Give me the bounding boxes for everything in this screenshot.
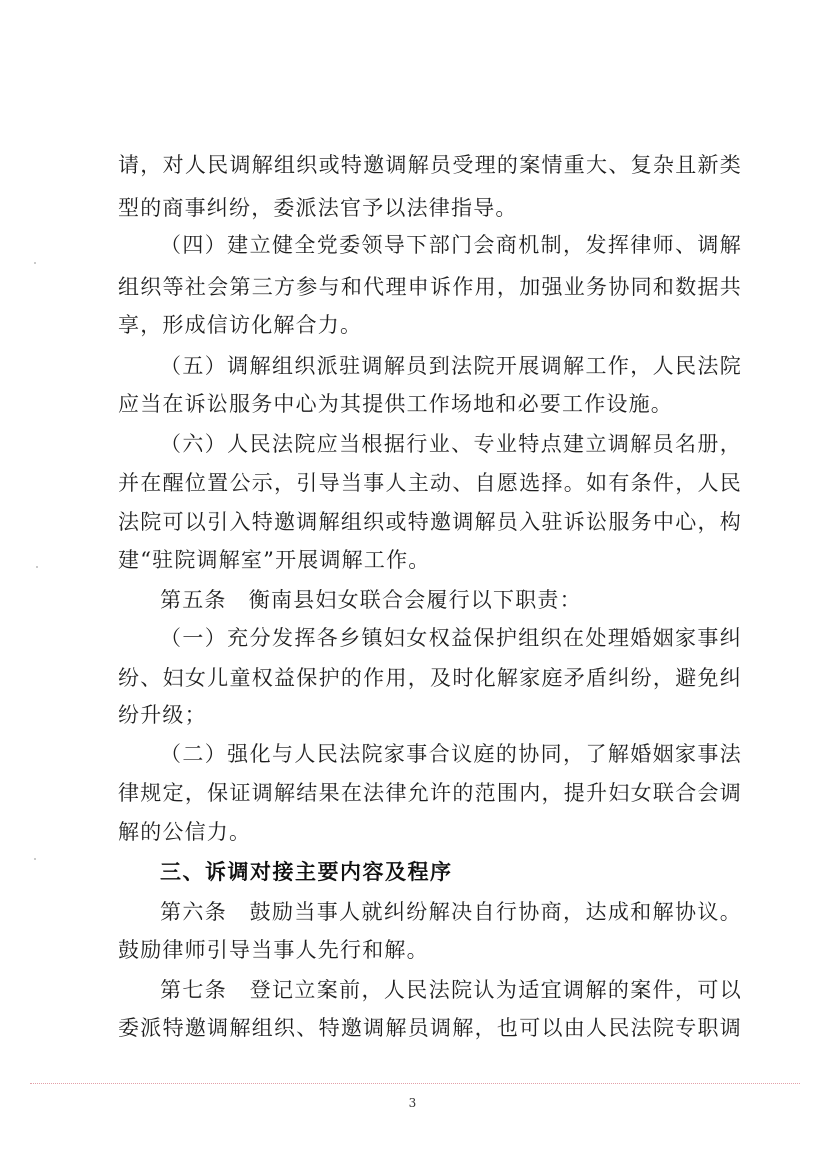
section-heading: 三、诉调对接主要内容及程序 — [160, 860, 453, 884]
scan-speck — [36, 566, 38, 568]
text-line: （四）建立健全党委领导下部门会商机制，发挥律师、调解 — [160, 233, 742, 257]
text-line: （五）调解组织派驻调解员到法院开展调解工作，人民法院 — [160, 354, 742, 378]
text-line: 建“驻院调解室”开展调解工作。 — [118, 548, 431, 572]
text-line: 应当在诉讼服务中心为其提供工作场地和必要工作设施。 — [118, 392, 673, 416]
text-line: 法院可以引入特邀调解组织或特邀调解员入驻诉讼服务中心，构 — [118, 510, 742, 534]
text-line: （一）充分发挥各乡镇妇女权益保护组织在处理婚姻家事纠 — [160, 626, 742, 650]
text-line: 并在醒位置公示，引导当事人主动、自愿选择。如有条件，人民 — [118, 471, 742, 495]
text-line: 纷、妇女儿童权益保护的作用，及时化解家庭矛盾纠纷，避免纠 — [118, 666, 742, 690]
text-line: （二）强化与人民法院家事合议庭的协同，了解婚姻家事法 — [160, 742, 742, 766]
text-line: 型的商事纠纷，委派法官予以法律指导。 — [118, 196, 518, 220]
text-line: 第六条 鼓励当事人就纠纷解决自行协商，达成和解协议。 — [160, 900, 742, 924]
text-line: 组织等社会第三方参与和代理申诉作用，加强业务协同和数据共 — [118, 275, 742, 299]
text-line: 纷升级； — [118, 703, 207, 727]
text-line: 请，对人民调解组织或特邀调解员受理的案情重大、复杂且新类 — [118, 153, 742, 177]
text-line: 第七条 登记立案前，人民法院认为适宜调解的案件，可以 — [160, 978, 742, 1002]
page-number: 3 — [408, 1096, 417, 1110]
scan-speck — [34, 858, 36, 860]
scan-speck — [34, 262, 36, 264]
text-line: 鼓励律师引导当事人先行和解。 — [118, 938, 429, 962]
footer-divider — [30, 1083, 800, 1084]
text-line: 律规定，保证调解结果在法律允许的范围内，提升妇女联合会调 — [118, 781, 742, 805]
text-line: 第五条 衡南县妇女联合会履行以下职责： — [160, 588, 582, 612]
text-line: 委派特邀调解组织、特邀调解员调解，也可以由人民法院专职调 — [118, 1016, 742, 1040]
text-line: 解的公信力。 — [118, 820, 252, 844]
text-line: 享，形成信访化解合力。 — [118, 313, 363, 337]
text-line: （六）人民法院应当根据行业、专业特点建立调解员名册， — [160, 432, 742, 456]
